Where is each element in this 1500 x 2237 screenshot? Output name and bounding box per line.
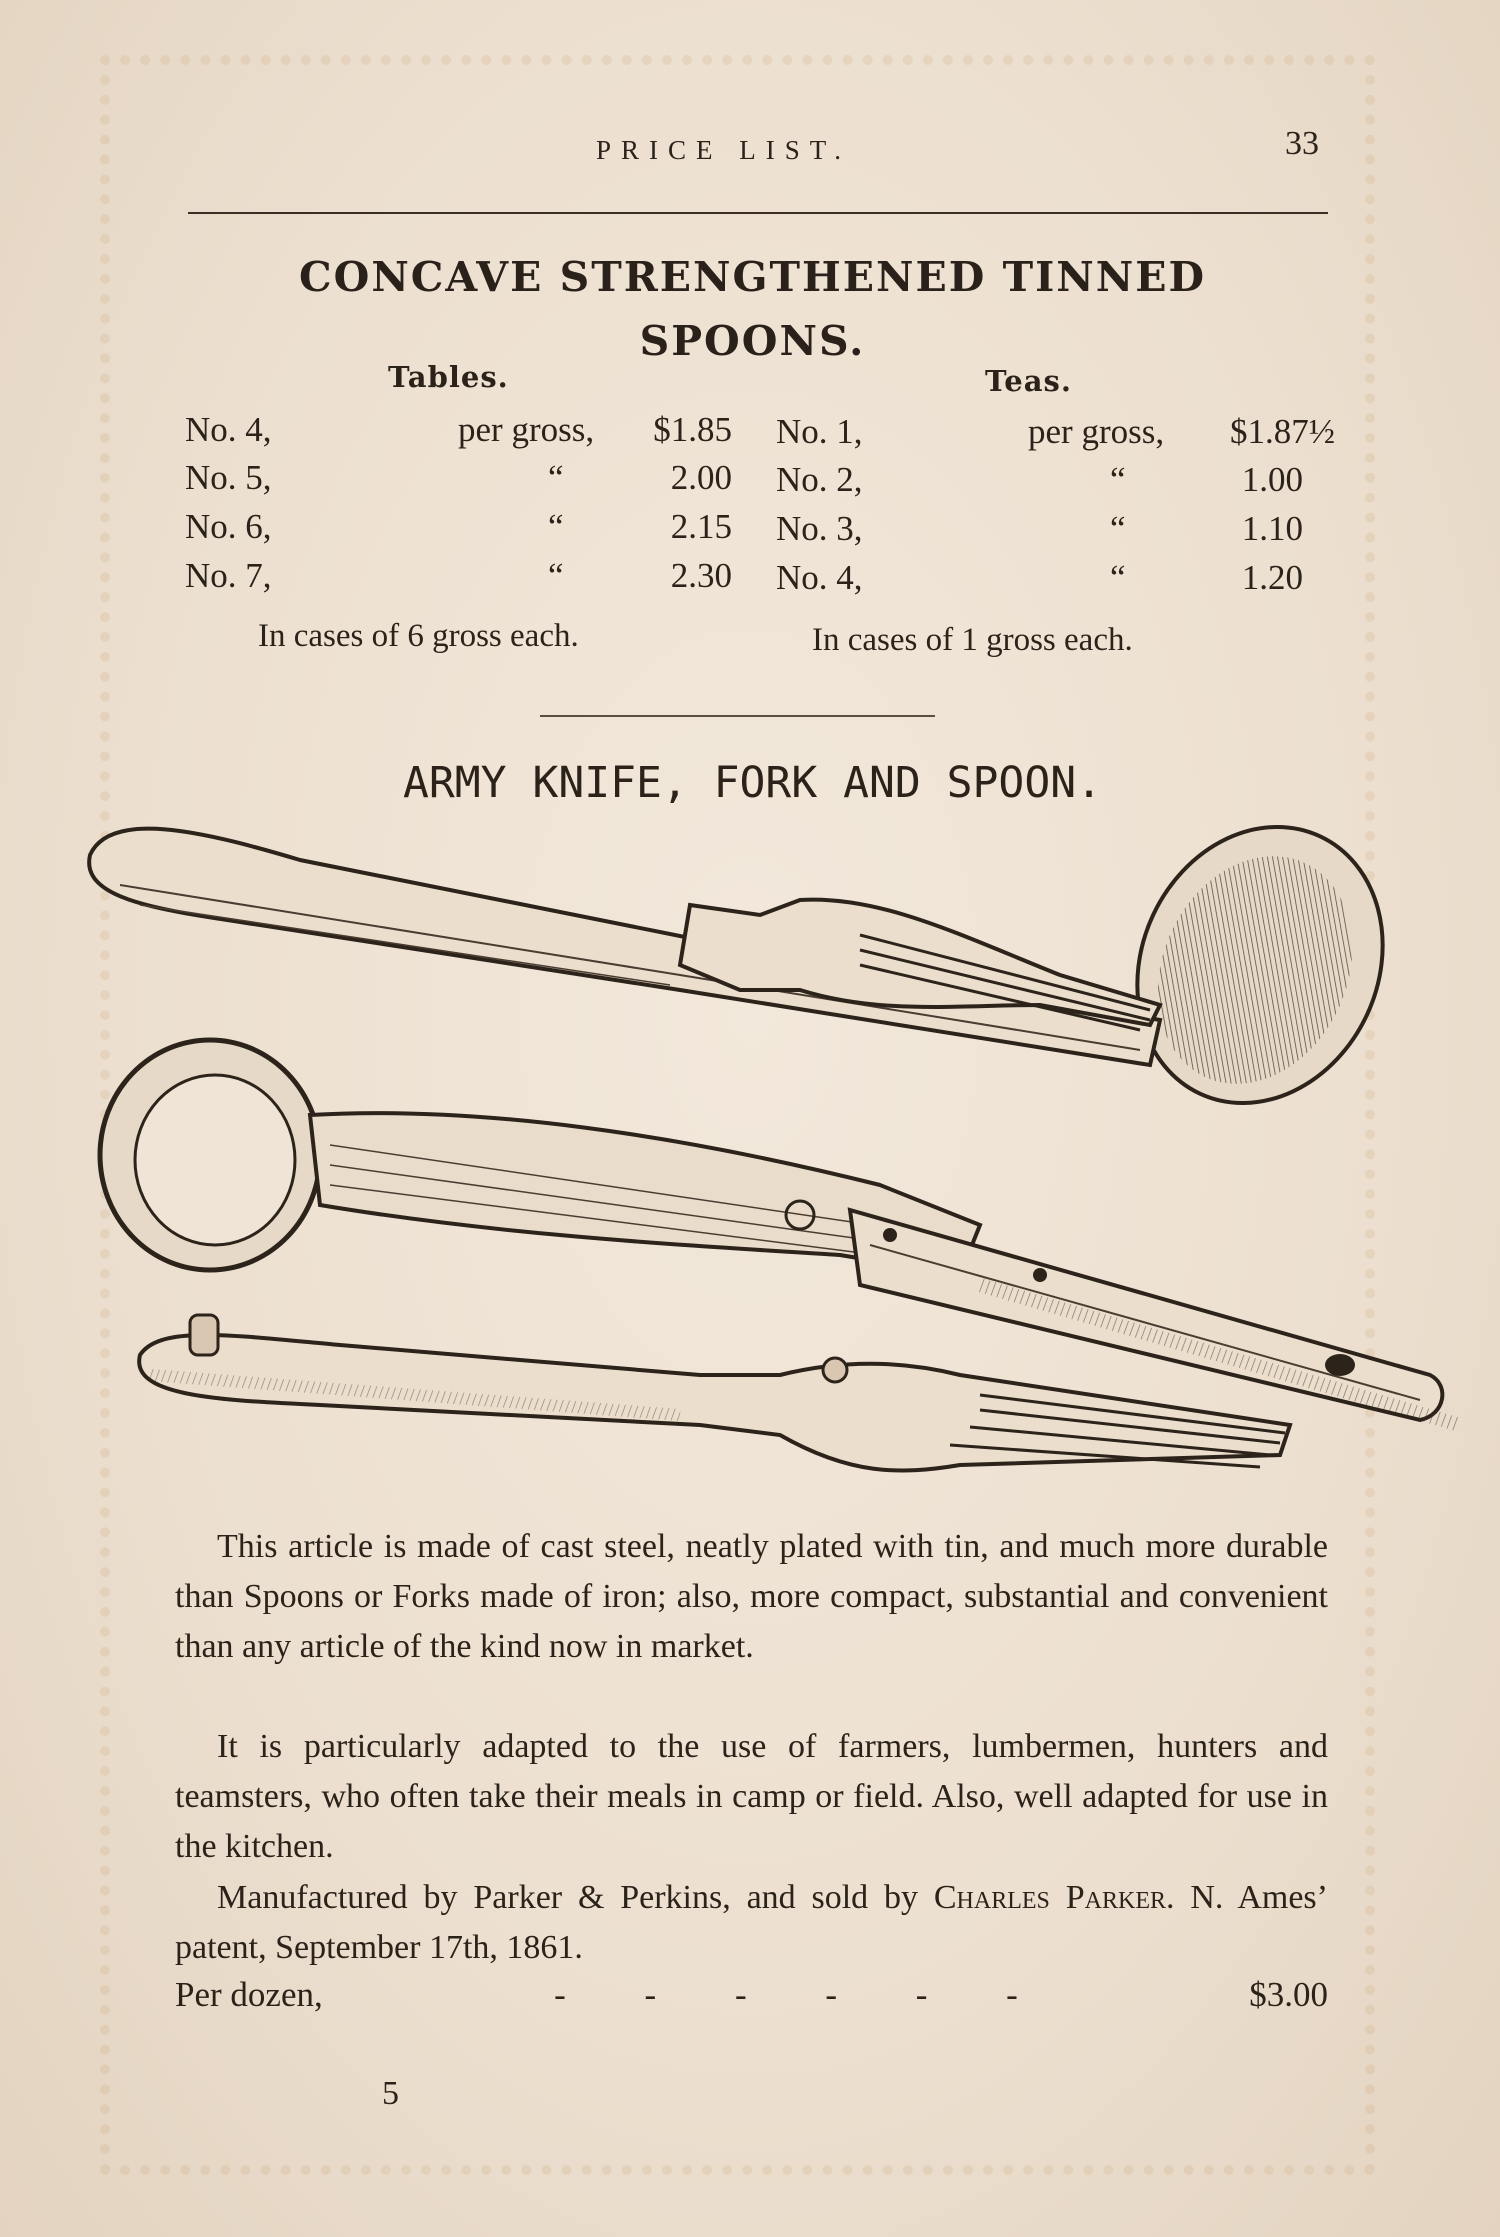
price-value: $3.00 bbox=[1249, 1975, 1328, 2014]
ditto-mark: “ bbox=[548, 507, 564, 546]
price-leader-dashes: - - - - - - bbox=[554, 1975, 1018, 2014]
manufacturer-lead: Manufactured by Parker & Perkins, and sold by bbox=[217, 1879, 934, 1916]
unit-label: per gross, bbox=[1028, 412, 1165, 451]
price-label: Per dozen, bbox=[175, 1975, 323, 2014]
manufacturer-paragraph bbox=[175, 1873, 1328, 1973]
ditto-mark: “ bbox=[1110, 509, 1126, 548]
item-number: No. 1, bbox=[776, 412, 863, 451]
price-value: 1.10 bbox=[1241, 509, 1303, 548]
ditto-mark: “ bbox=[1110, 558, 1126, 597]
item-number: No. 5, bbox=[185, 458, 272, 497]
paragraph-1: This article is made of cast steel, neatly plated with tin, and much more durable than Spoons or Forks made of iron; also, more compact, substantial and convenient than any article of the kind now in market. bbox=[175, 1528, 1328, 1665]
item-number: No. 4, bbox=[185, 410, 272, 449]
paragraph-2: It is particularly adapted to the use of farmers, lumbermen, hunters and teamsters, who often take their meals in camp or field. Also, well adapted for use in the kitchen. bbox=[175, 1728, 1328, 1865]
item-number: No. 7, bbox=[185, 556, 272, 595]
price-value: 2.00 bbox=[670, 458, 732, 497]
signature-mark: 5 bbox=[382, 2075, 399, 2112]
spoon-handle bbox=[89, 829, 1160, 1065]
teas-heading: Teas. bbox=[985, 364, 1072, 398]
knife-fork-spoon-engraving bbox=[80, 815, 1460, 1515]
tables-heading: Tables. bbox=[388, 360, 509, 394]
price-value: 1.20 bbox=[1241, 558, 1303, 597]
ditto-mark: “ bbox=[548, 458, 564, 497]
page-number: 33 bbox=[1285, 125, 1319, 162]
paragraph-3 bbox=[175, 1873, 1328, 1973]
price-value: $1.85 bbox=[653, 410, 732, 449]
patent-text: N. Ames’ patent, September 17th, 1861. bbox=[175, 1879, 1328, 1966]
item-number: No. 2, bbox=[776, 460, 863, 499]
teas-case-note: In cases of 1 gross each. bbox=[812, 622, 1133, 658]
price-value: 2.15 bbox=[670, 507, 732, 546]
tables-case-note: In cases of 6 gross each. bbox=[258, 618, 579, 654]
spoons-title-line1: CONCAVE STRENGTHENED TINNED bbox=[298, 253, 1207, 301]
ditto-mark: “ bbox=[1110, 460, 1126, 499]
ditto-mark: “ bbox=[548, 556, 564, 595]
item-number: No. 6, bbox=[185, 507, 272, 546]
spoons-title-line2: SPOONS. bbox=[639, 317, 866, 365]
price-value: 2.30 bbox=[670, 556, 732, 595]
running-header: PRICE LIST. bbox=[596, 135, 852, 165]
item-number: No. 3, bbox=[776, 509, 863, 548]
unit-label: per gross, bbox=[458, 410, 595, 449]
army-title: ARMY KNIFE, FORK AND SPOON. bbox=[403, 758, 1102, 808]
ring-spoon-left bbox=[100, 1040, 980, 1275]
price-row bbox=[175, 1975, 1328, 2015]
section-divider bbox=[540, 715, 935, 717]
item-number: No. 4, bbox=[776, 558, 863, 597]
price-value: 1.00 bbox=[1241, 460, 1303, 499]
description-paragraph bbox=[175, 1522, 1328, 1672]
price-value: $1.87½ bbox=[1230, 412, 1335, 451]
header-rule bbox=[188, 212, 1328, 214]
seller-name: Charles Parker. bbox=[933, 1879, 1175, 1916]
usage-paragraph bbox=[175, 1722, 1328, 1872]
spoon-bowl-right bbox=[1093, 815, 1427, 1144]
